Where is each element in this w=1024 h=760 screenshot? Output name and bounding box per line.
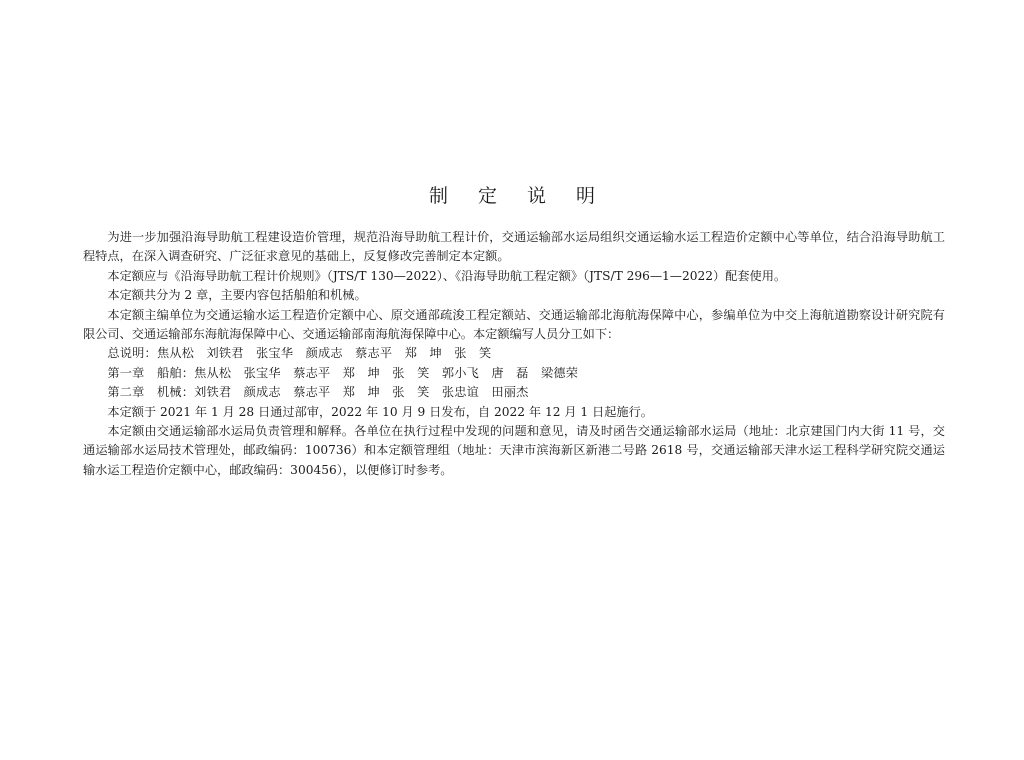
staff-general: 总说明：焦从松 刘铁君 张宝华 颜成志 蔡志平 郑 坤 张 笑 — [107, 346, 492, 361]
page-title: 制 定 说 明 — [428, 185, 608, 207]
paragraph-compilers: 本定额主编单位为交通运输水运工程造价定额中心、原交通部疏浚工程定额站、交通运输部北海航海保障中心，参编单位为中交上海航道勘察设计研究院有限公司、交通运输部东海航海保障中心、交通运输部南海航海保障中心。本定额编写人员分工如下： — [83, 307, 945, 342]
paragraph-purpose: 为进一步加强沿海导助航工程建设造价管理，规范沿海导助航工程计价，交通运输部水运局组织交通运输水运工程造价定额中心等单位，结合沿海导助航工程特点，在深入调查研究、广泛征求意见的基础上，反复修改完善制定本定额。 — [83, 230, 945, 264]
staff-chapter-one: 第一章 船舶：焦从松 张宝华 蔡志平 郑 坤 张 笑 郭小飞 唐 磊 梁德荣 — [107, 365, 579, 380]
paragraph-chapters: 本定额共分为 2 章，主要内容包括船舶和机械。 — [107, 288, 367, 303]
staff-chapter-two: 第二章 机械：刘铁君 颜成志 蔡志平 郑 坤 张 笑 张忠谊 田丽杰 — [107, 385, 529, 400]
paragraph-effective-date: 本定额于 2021 年 1 月 28 日通过部审，2022 年 10 月 9 日发布，自 2022 年 12 月 1 日起施行。 — [107, 404, 653, 419]
document-body — [83, 228, 945, 480]
paragraph-management: 本定额由交通运输部水运局负责管理和解释。各单位在执行过程中发现的问题和意见，请及时函告交通运输部水运局（地址：北京建国门内大街 11 号，交通运输部水运局技术管理处，邮政编码：100736）和本定额管理组（地址：天津市滨海新区新港二号路 2618 号，交通运输部天津水运工程科学研究院交通运输水运工程造价定额中心，邮政编码：300456），以便修订时参考。 — [83, 424, 945, 477]
paragraph-usage: 本定额应与《沿海导助航工程计价规则》（JTS/T 130—2022）、《沿海导助航工程定额》（JTS/T 296—1—2022）配套使用。 — [107, 268, 787, 283]
